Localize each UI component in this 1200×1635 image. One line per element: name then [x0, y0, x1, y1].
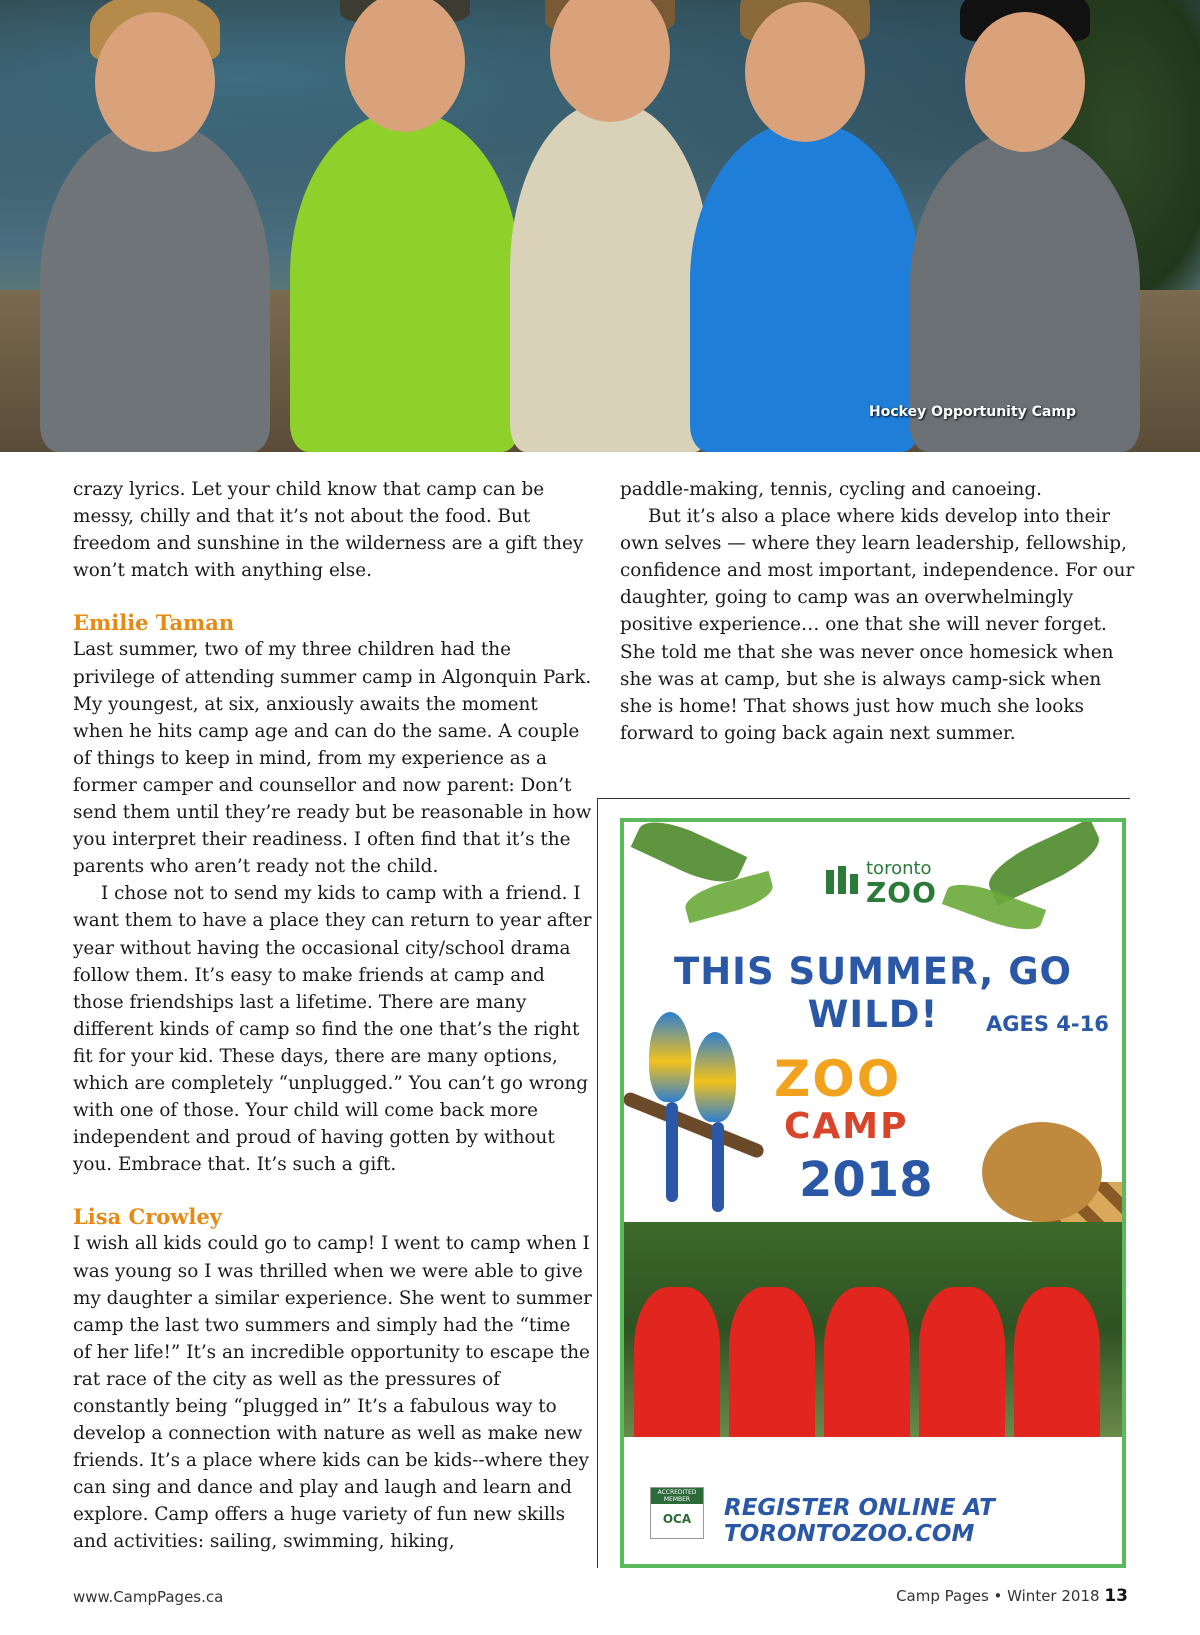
- body-paragraph: I chose not to send my kids to camp with a friend. I want them to have a place they can return to year after year without having the occasional city/school drama follow them. It’s easy to make friends at camp and those friendships last a lifetime. There are many different kinds of camp so find the one that’s the right fit for your kid. These days, there are many options, which are completely “unplugged.” You can’t go wrong with one of those. Your child will come back more independent and proud of having gotten by without you. Embrace that. It’s such a gift.: [73, 883, 592, 1176]
- logo-text-toronto: toronto: [866, 858, 932, 879]
- body-paragraph: paddle-making, tennis, cycling and canoeing.: [620, 479, 1043, 500]
- zoo-camp-year: 2018: [799, 1152, 933, 1208]
- publication-info: Camp Pages • Winter 2018: [896, 1587, 1100, 1605]
- zoo-camp-subtitle: CAMP: [784, 1106, 909, 1147]
- camper-red-shirt: [824, 1287, 910, 1437]
- body-paragraph: crazy lyrics. Let your child know that camp can be messy, chilly and that it’s not about the food. But freedom and sunshine in the wilderness are a gift they won’t match with anything else.: [73, 479, 584, 582]
- camper-red-shirt: [919, 1287, 1005, 1437]
- left-column: [73, 476, 593, 1556]
- website-url[interactable]: www.CampPages.ca: [73, 1588, 224, 1606]
- camper-red-shirt: [1014, 1287, 1100, 1437]
- macaw-image: [649, 1012, 691, 1102]
- camper-4: [690, 122, 920, 452]
- body-paragraph: But it’s also a place where kids develop into their own selves — where they learn leadership, fellowship, confidence and most important, independence. For our daughter, going to camp was an overwhelmingly positive experience… one that she will never forget. She told me that she was never once homesick when she was at camp, but she is always camp-sick when she is home! That shows just how much she looks forward to going back again next summer.: [620, 506, 1135, 744]
- giraffe-head: [982, 1122, 1102, 1222]
- badge-label: ACCREDITED MEMBER: [651, 1488, 703, 1504]
- oca-accreditation-badge: [650, 1487, 704, 1539]
- camper-1: [40, 122, 270, 452]
- macaw-image: [694, 1032, 736, 1122]
- page-number: 13: [1104, 1586, 1128, 1606]
- camper-3: [510, 102, 710, 452]
- ad-divider-left: [597, 798, 598, 1568]
- author-heading: Emilie Taman: [73, 610, 235, 636]
- macaw-tail: [712, 1122, 724, 1212]
- author-heading: Lisa Crowley: [73, 1204, 222, 1230]
- register-link[interactable]: REGISTER ONLINE AT TORONTOZOO.COM: [724, 1495, 995, 1547]
- zoo-camp-title: ZOO: [774, 1050, 902, 1108]
- toronto-zoo-ad[interactable]: [620, 818, 1126, 1568]
- body-paragraph: Last summer, two of my three children had the privilege of attending summer camp in Algonquin Park. My youngest, at six, anxiously awaits the moment when he hits camp age and can do the same. A couple of things to keep in mind, from my experience as a former camper and counsellor and now parent: Don’t send them until they’re ready but be reasonable in how you interpret their readiness. I often find that it’s the parents who aren’t ready not the child.: [73, 639, 592, 878]
- body-paragraph: I wish all kids could go to camp! I went to camp when I was young so I was thrilled when we were able to give my daughter a similar experience. She went to summer camp the last two summers and simply had the “time of her life!” It’s an incredible opportunity to escape the rat race of the city as well as the pressures of constantly being “plugged in” It’s a fabulous way to develop a connection with nature as well as make new friends. It’s a place where kids can be kids--where they can sing and dance and play and laugh and learn and explore. Camp offers a huge variety of fun new skills and activities: sailing, swimming, hiking,: [73, 1233, 592, 1553]
- campers-photo: [624, 1222, 1122, 1437]
- ad-divider-top: [597, 798, 1130, 799]
- ad-ages: AGES 4-16: [986, 1012, 1109, 1036]
- camper-red-shirt: [729, 1287, 815, 1437]
- camper-red-shirt: [634, 1287, 720, 1437]
- camper-2: [290, 112, 520, 452]
- hero-photo: [0, 0, 1200, 452]
- logo-text-zoo: ZOO: [866, 876, 937, 909]
- macaw-tail: [666, 1102, 678, 1202]
- badge-org: OCA: [662, 1512, 692, 1526]
- ad-headline: THIS SUMMER, GO WILD!: [673, 950, 1073, 1036]
- branch: [621, 1091, 765, 1160]
- ad-footer: [624, 1437, 1122, 1568]
- zoo-logo-icon: [824, 864, 860, 900]
- right-column: [620, 476, 1135, 747]
- page-footer-info: [896, 1586, 1128, 1606]
- photo-caption: Hockey Opportunity Camp: [869, 404, 1076, 420]
